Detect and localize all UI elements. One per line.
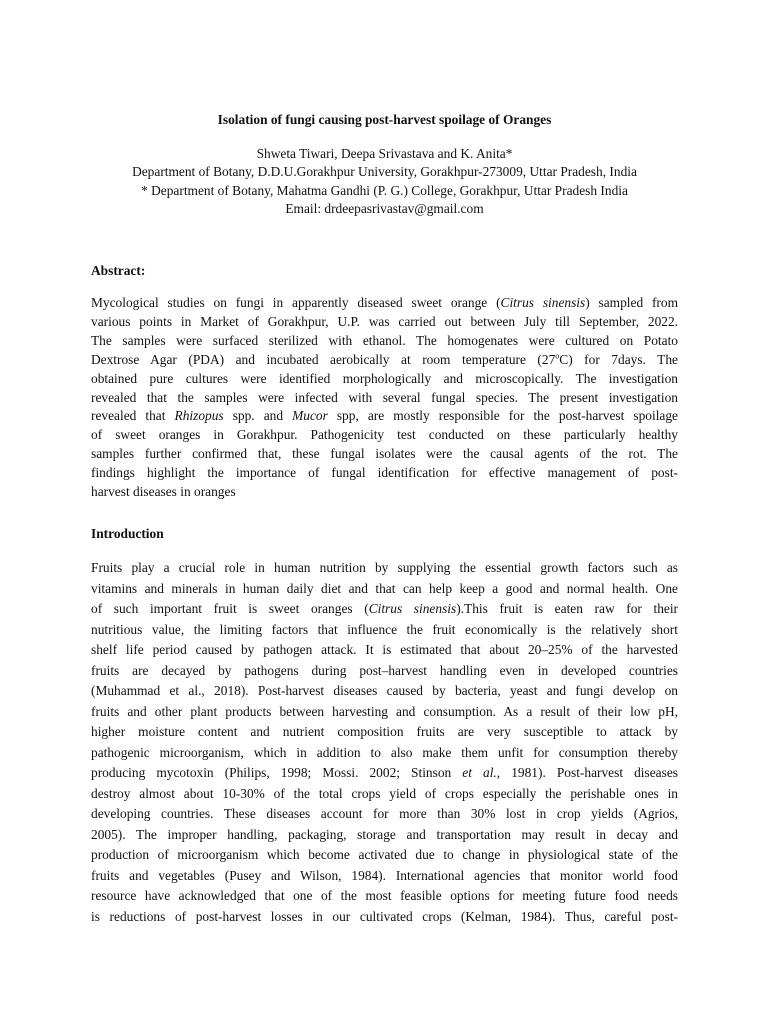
abstract-line: samples further confirmed that, these fungal isolates were the causal agents of the rot. The xyxy=(91,446,678,462)
introduction-body xyxy=(91,558,678,927)
introduction-line: (Muhammad et al., 2018). Post-harvest diseases caused by bacteria, yeast and fungi develop on xyxy=(91,683,678,698)
abstract-line: The samples were surfaced sterilized with ethanol. The homogenates were cultured on Potato xyxy=(91,332,678,348)
introduction-line: Fruits play a crucial role in human nutrition by supplying the essential growth factors such as xyxy=(91,560,678,575)
introduction-line: pathogenic microorganism, which in addition to also make them unfit for consumption thereby xyxy=(91,744,678,760)
italic-term: et al., xyxy=(462,765,501,780)
abstract-line: of sweet oranges in Gorakhpur. Pathogenicity test conducted on these particularly healthy xyxy=(91,427,678,443)
introduction-line: of such important fruit is sweet oranges (Citrus sinensis).This fruit is eaten raw for their xyxy=(91,601,679,616)
abstract-body xyxy=(91,294,678,502)
author-names: Shweta Tiwari, Deepa Srivastava and K. Anita* xyxy=(256,146,513,161)
contact-email: Email: drdeepasrivastav@gmail.com xyxy=(285,200,484,216)
abstract-line: various points in Market of Gorakhpur, U.P. was carried out between July till September, 2022. xyxy=(91,313,678,329)
introduction-line: nutritious value, the limiting factors that influence the fruit economically is the relatively short xyxy=(91,621,678,637)
superscript: o xyxy=(555,351,560,361)
introduction-line: resource have acknowledged that one of the most feasible options for meeting future food needs xyxy=(91,888,678,903)
introduction-line: producing mycotoxin (Philips, 1998; Mossi. 2002; Stinson et al., 1981). Post-harvest diseases xyxy=(91,765,678,780)
paper-title: Isolation of fungi causing post-harvest spoilage of Oranges xyxy=(217,112,552,127)
affiliation-primary: Department of Botany, D.D.U.Gorakhpur University, Gorakhpur-273009, Uttar Pradesh, India xyxy=(132,164,637,180)
abstract-line: obtained pure cultures were identified morphologically and microscopically. The investigation xyxy=(91,370,678,386)
introduction-heading: Introduction xyxy=(91,526,164,541)
introduction-line: is reductions of post-harvest losses in our cultivated crops (Kelman, 1984). Thus, careful post- xyxy=(91,908,678,924)
abstract-line: harvest diseases in oranges xyxy=(91,484,236,500)
abstract-line: revealed that the samples were infected with several fungal species. The present investigation xyxy=(91,389,678,405)
introduction-line: fruits and other plant products between harvesting and consumption. As a result of their low pH, xyxy=(91,703,678,719)
italic-term: Citrus sinensis xyxy=(368,601,457,616)
introduction-line: developing countries. These diseases account for more than 30% lost in crop yields (Agrios, xyxy=(91,806,678,821)
introduction-line: shelf life period caused by pathogen attack. It is estimated that about 20–25% of the harvested xyxy=(91,642,678,657)
italic-term: Citrus sinensis xyxy=(500,295,586,310)
abstract-line: Mycological studies on fungi in apparently diseased sweet orange (Citrus sinensis) sampled from xyxy=(91,295,678,310)
author-block xyxy=(71,145,698,218)
introduction-line: fruits and vegetables (Pusey and Wilson, 1984). International agencies that monitor world food xyxy=(91,867,678,883)
introduction-line: destroy almost about 10-30% of the total crops yield of crops especially the perishable ones in xyxy=(91,785,678,801)
italic-term: Mucor xyxy=(292,408,328,424)
italic-term: Rhizopus xyxy=(174,408,224,424)
introduction-line: higher moisture content and nutrient composition fruits are very susceptible to attack by xyxy=(91,724,678,739)
abstract-line: Dextrose Agar (PDA) and incubated aerobically at room temperature (27$^o$C) for 7days. The xyxy=(91,351,678,367)
abstract-heading: Abstract: xyxy=(91,263,146,278)
introduction-line: fruits are decayed by pathogens during post–harvest handling even in developed countries xyxy=(91,662,678,678)
introduction-line: 2005). The improper handling, packaging, storage and transportation may result in decay and xyxy=(91,826,678,842)
introduction-line: vitamins and minerals in human daily diet and that can help keep a good and normal health. One xyxy=(91,580,678,596)
affiliation-secondary: * Department of Botany, Mahatma Gandhi (P. G.) College, Gorakhpur, Uttar Pradesh India xyxy=(141,182,628,198)
introduction-line: production of microorganism which become activated due to change in physiological state of the xyxy=(91,847,678,862)
abstract-line: findings highlight the importance of fungal identification for effective management of post- xyxy=(91,465,678,481)
abstract-line: revealed that Rhizopus spp. and Mucor spp, are mostly responsible for the post-harvest spoilage xyxy=(91,408,679,424)
